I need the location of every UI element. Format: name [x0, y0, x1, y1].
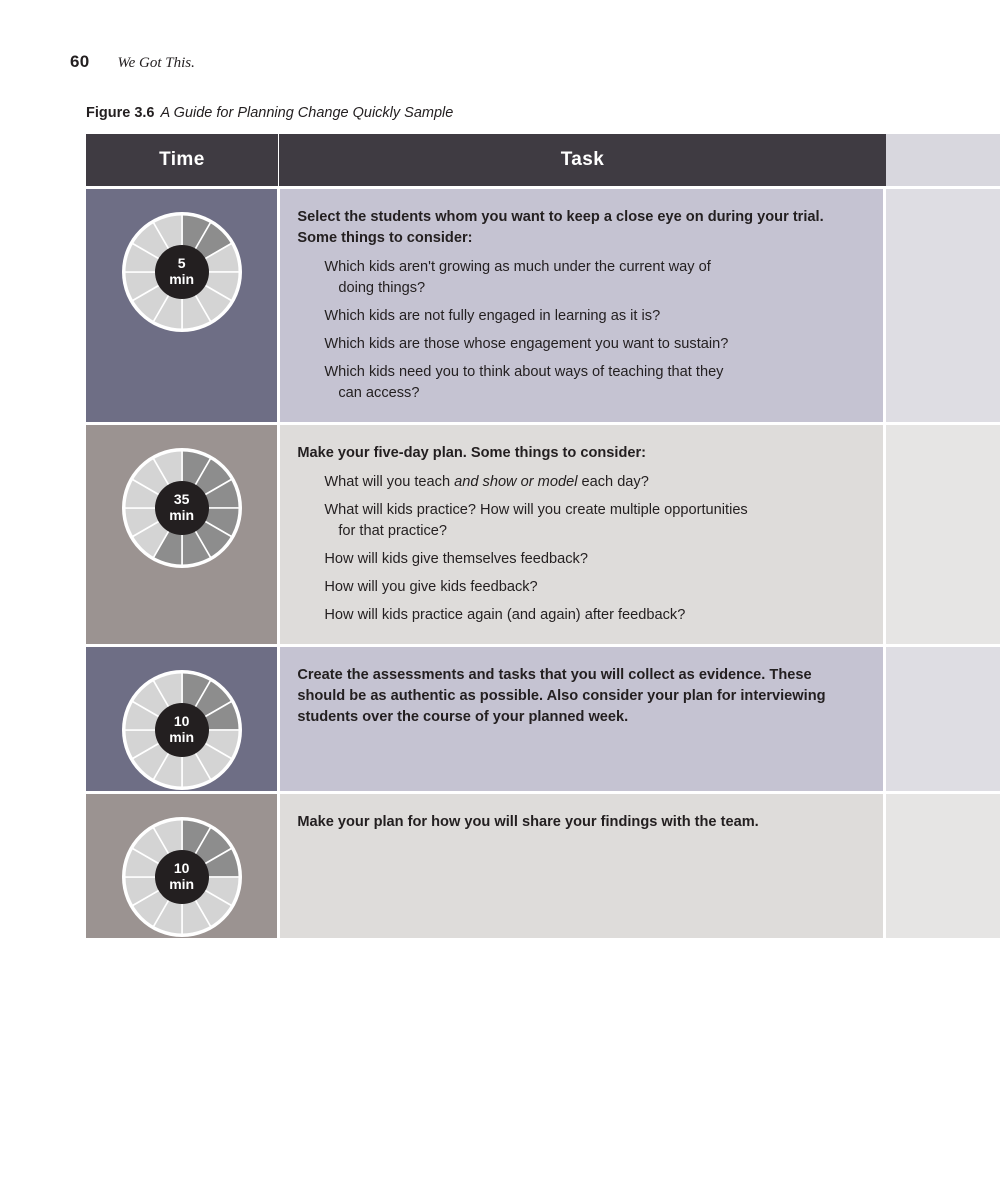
bullet-continuation: doing things? — [338, 280, 426, 296]
table-row — [86, 186, 1000, 422]
list-item — [297, 472, 861, 493]
clock-dial-icon — [121, 447, 243, 569]
task-bullet-list — [297, 472, 861, 626]
task-intro: Make your plan for how you will share your findings with the team. — [297, 814, 759, 830]
table-row — [86, 422, 1000, 644]
list-item — [297, 500, 861, 542]
bullet-text: How will kids give themselves feedback? — [324, 551, 588, 567]
page-number: 60 — [70, 52, 90, 71]
notes-cell[interactable] — [883, 425, 1000, 644]
bullet-continuation: can access? — [338, 385, 420, 401]
clock-dial-icon — [121, 669, 243, 791]
list-item — [297, 257, 861, 299]
book-title: We Got This. — [117, 55, 195, 71]
figure-title: A Guide for Planning Change Quickly Sample — [160, 105, 454, 121]
bullet-text: What will you teach — [324, 474, 455, 490]
bullet-text: What will kids practice? How will you create multiple opportunities — [324, 502, 748, 518]
list-item — [297, 577, 861, 598]
table-row — [86, 644, 1000, 791]
list-item — [297, 362, 861, 404]
notes-cell[interactable] — [883, 647, 1000, 791]
task-cell — [277, 647, 883, 791]
bullet-text: Which kids are those whose engagement you want to sustain? — [324, 336, 729, 352]
notes-cell[interactable] — [883, 189, 1000, 422]
time-value: 5 — [177, 255, 186, 272]
notes-cell[interactable] — [883, 794, 1000, 938]
list-item — [297, 605, 861, 626]
figure-caption — [86, 105, 453, 121]
bullet-text: How will kids practice again (and again) after feedback? — [324, 607, 686, 623]
time-unit: min — [169, 507, 195, 523]
time-cell — [86, 189, 277, 422]
column-header-time: Time — [86, 134, 278, 186]
list-item — [297, 549, 861, 570]
list-item — [297, 334, 861, 355]
bullet-text: Which kids are not fully engaged in learning as it is? — [324, 308, 661, 324]
task-intro: Make your five-day plan. Some things to consider: — [297, 445, 647, 461]
bullet-text: Which kids need you to think about ways of teaching that they — [324, 364, 724, 380]
time-unit: min — [169, 876, 195, 892]
task-cell — [277, 189, 883, 422]
time-cell — [86, 425, 277, 644]
clock-dial-icon — [121, 211, 243, 333]
planning-guide-table — [86, 134, 1000, 938]
task-cell — [277, 425, 883, 644]
task-bullet-list — [297, 257, 861, 404]
task-intro: Select the students whom you want to keep a close eye on during your trial. Some things to consider: — [297, 209, 824, 246]
column-header-task: Task — [278, 134, 886, 186]
time-unit: min — [169, 271, 195, 287]
clock-dial-icon — [121, 816, 243, 938]
time-unit: min — [169, 729, 195, 745]
running-head — [70, 52, 195, 72]
time-value: 35 — [173, 491, 190, 508]
task-intro: Create the assessments and tasks that you will collect as evidence. These should be as authentic as possible. Also consider your plan for interviewing students over the course of your planned week. — [297, 667, 826, 725]
column-header-notes — [886, 134, 1000, 186]
bullet-text-end: each day? — [577, 474, 649, 490]
bullet-text: How will you give kids feedback? — [324, 579, 538, 595]
time-cell — [86, 647, 277, 791]
bullet-continuation: for that practice? — [338, 523, 448, 539]
time-value: 10 — [173, 713, 190, 730]
table-header-row — [86, 134, 1000, 186]
time-value: 10 — [173, 860, 190, 877]
bullet-emphasis: and show or model — [454, 474, 578, 490]
time-cell — [86, 794, 277, 938]
bullet-text: Which kids aren't growing as much under the current way of — [324, 259, 711, 275]
task-cell — [277, 794, 883, 938]
table-row — [86, 791, 1000, 938]
list-item — [297, 306, 861, 327]
figure-label: Figure 3.6 — [86, 105, 155, 121]
